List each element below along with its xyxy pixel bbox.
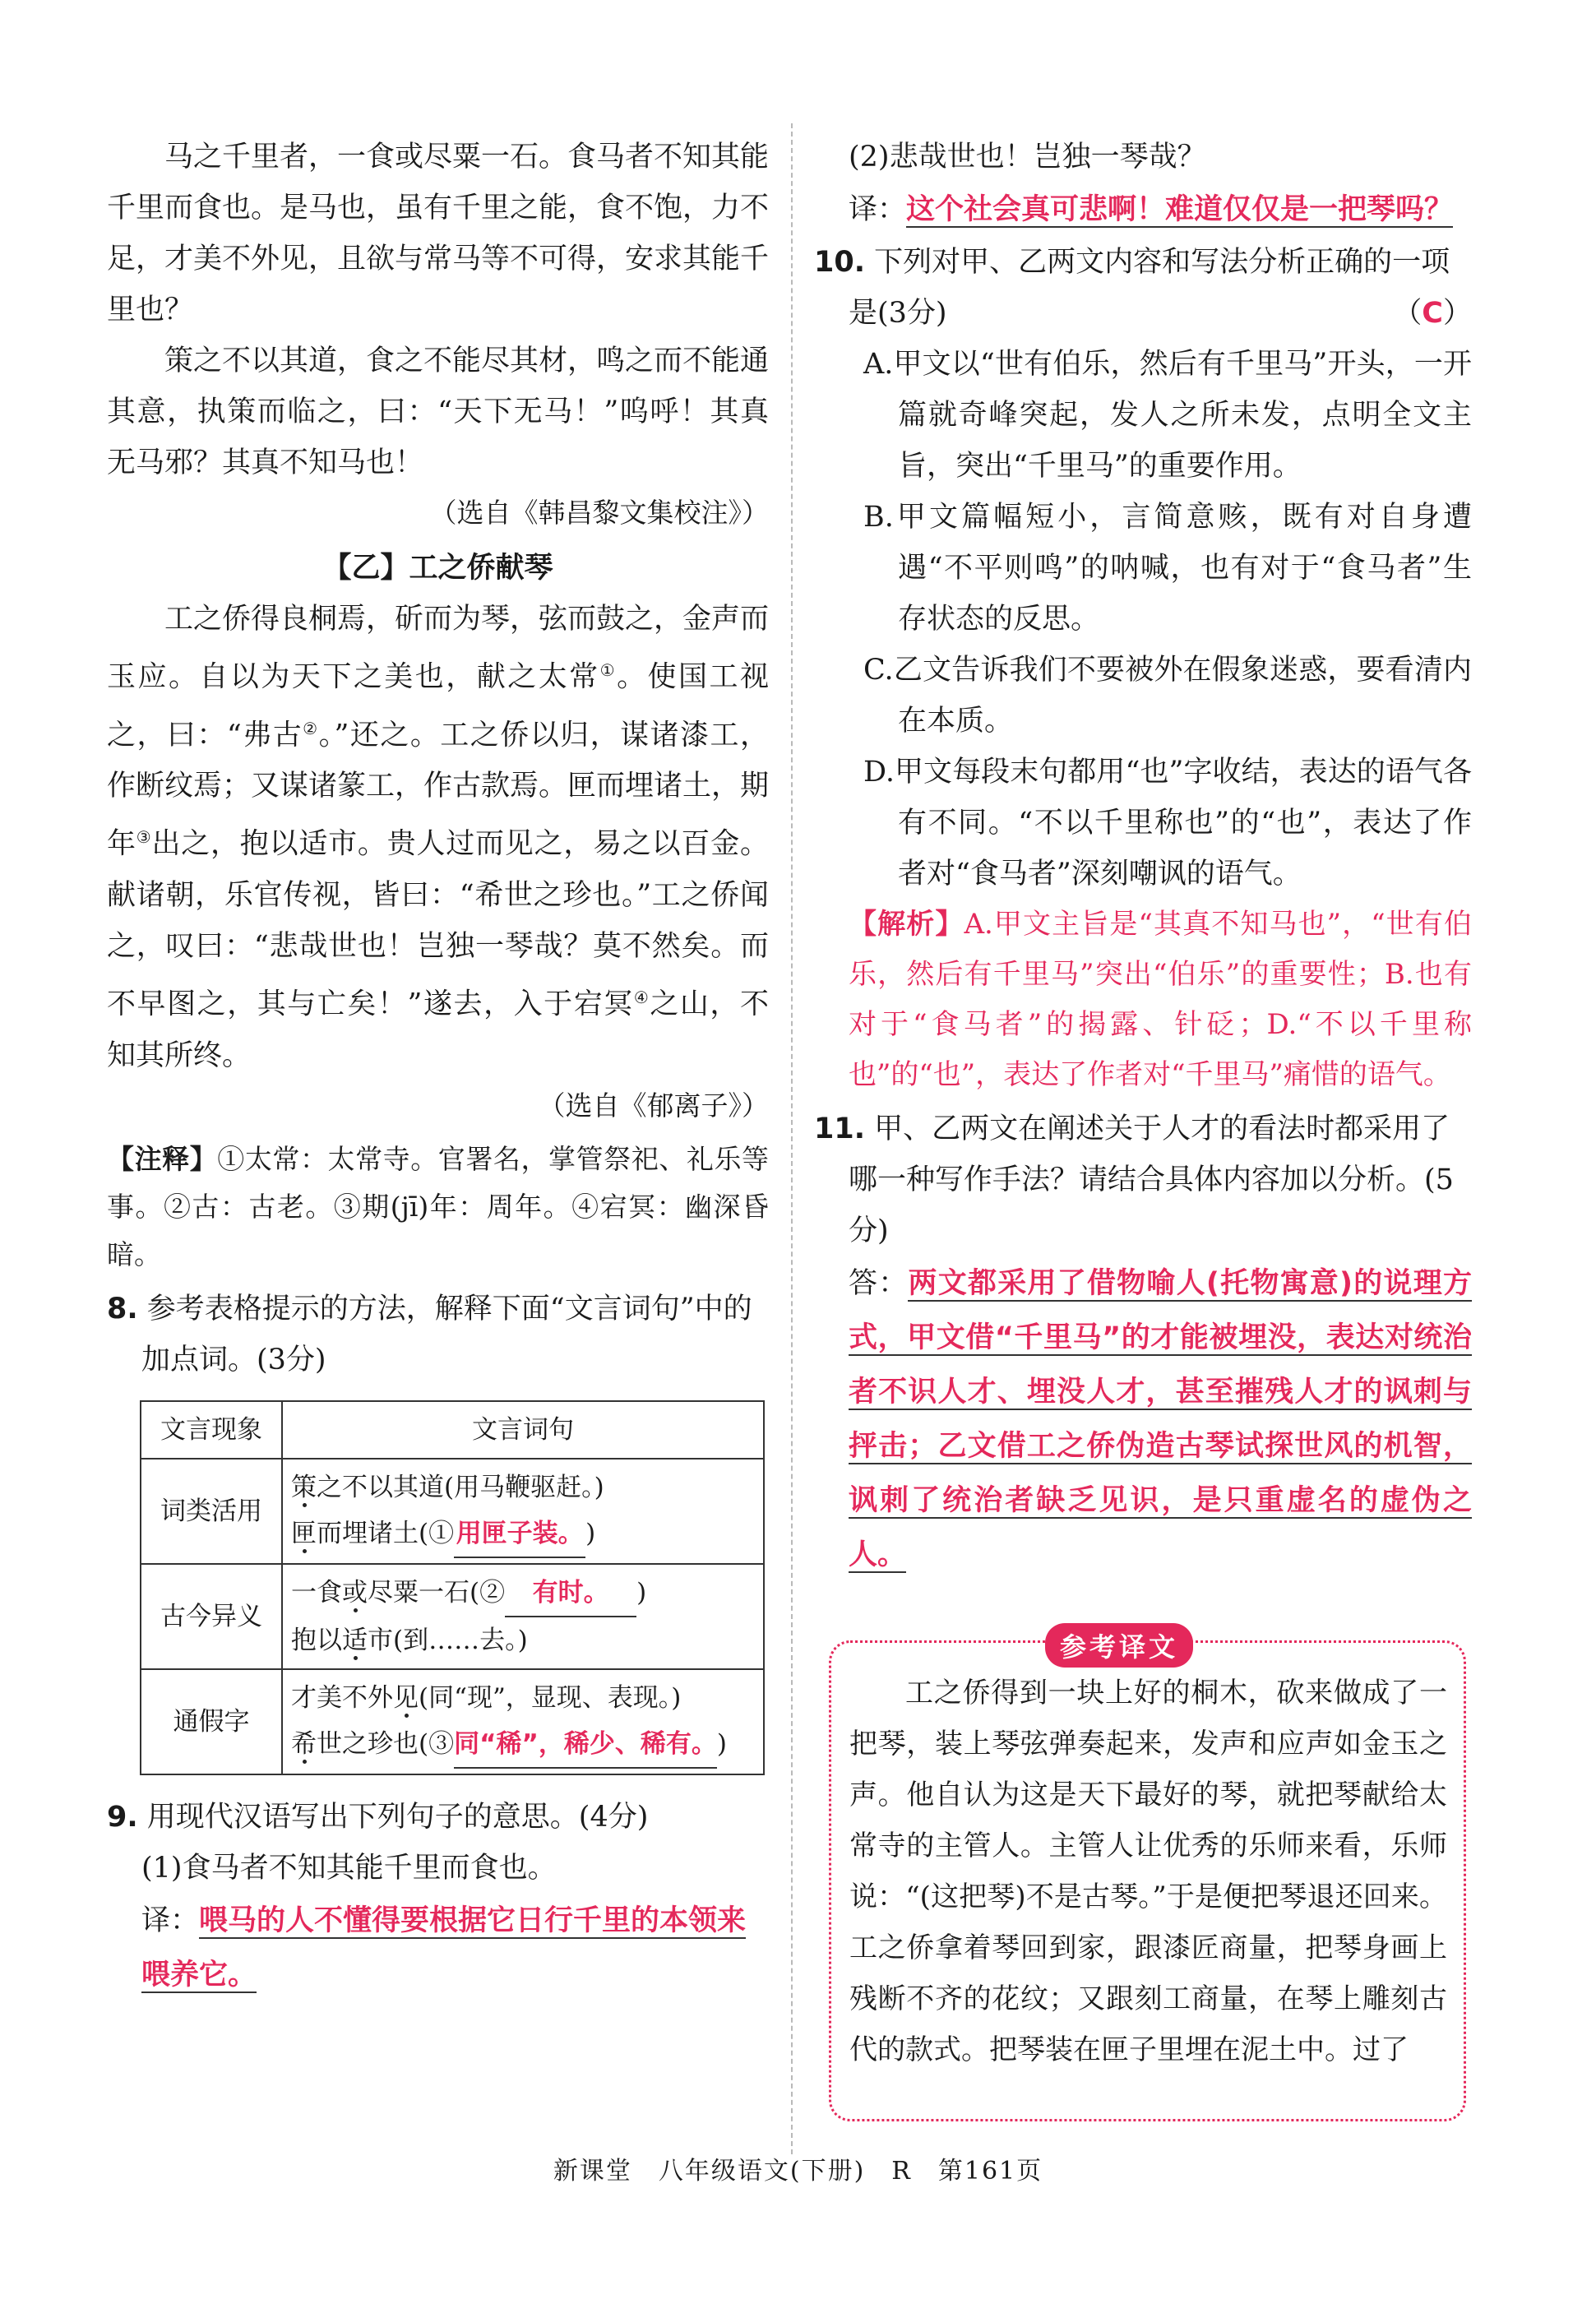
q9-answer-1: 译：喂马的人不懂得要根据它日行千里的本领来喂养它。 bbox=[141, 1904, 747, 1991]
q9-sentence-2: (2)悲哉世也！岂独一琴哉？ bbox=[849, 141, 1206, 173]
passage-jia-source: （选自《韩昌黎文集校注》） bbox=[429, 497, 769, 529]
passage-yi-source: （选自《郁离子》） bbox=[538, 1089, 769, 1122]
reference-translation-text: 工之侨得到一块上好的桐木，砍来做成了一把琴，装上琴弦弹奏起来，发声和应声如金玉之声。他自认为这是天下最好的琴，就把琴献给太常寺的主管人。主管人让优秀的乐师来看，乐师说：“(这把琴)不是古琴。”于是便把琴退还回来。工之侨拿着琴回到家，跟漆匠商量，把琴身画上残断不齐的花纹；又跟刻工商量，在琴上雕刻古代的款式。把琴装在匣子里埋在泥土中。过了 bbox=[849, 1677, 1447, 2066]
question-9: 9. 用现代汉语写出下列句子的意思。(4分) bbox=[107, 1800, 649, 1834]
notes: 【注释】①太常：太常寺。官署名，掌管祭祀、礼乐等事。②古：古老。③期(jī)年：周年。④宕冥：幽深昏暗。 bbox=[107, 1142, 770, 1270]
reference-translation-box bbox=[829, 1631, 1466, 2121]
q11-answer: 答：两文都采用了借物喻人(托物寓意)的说理方式，甲文借“千里马”的才能被埋没，表达对统治者不识人才、埋没人才，甚至摧残人才的讽刺与抨击；乙文借工之侨伪造古琴试探世风的机智，讽刺了统治者缺乏见识，是只重虚名的虚伪之人。 bbox=[849, 1267, 1472, 1571]
right-column bbox=[814, 132, 1472, 1582]
table-row: 古今异义 一食或尽粟一石(② 有时。 ) 抱以适市(到……去。) bbox=[141, 1564, 764, 1669]
q10-option-b: B.甲文篇幅短小，言简意赅，既有对自身遭遇“不平则鸣”的呐喊，也有对于“食马者”生存状态的反思。 bbox=[863, 501, 1472, 636]
q10-answer: C bbox=[1422, 297, 1443, 330]
q10-option-d: D.甲文每段末句都用“也”字收结，表达的语气各有不同。“不以千里称也”的“也”，表达了作者对“食马者”深刻嘲讽的语气。 bbox=[863, 756, 1472, 891]
table-header-phrase: 文言词句 bbox=[282, 1401, 764, 1459]
table-header-phenomenon: 文言现象 bbox=[141, 1401, 282, 1459]
passage-jia-p1: 马之千里者，一食或尽粟一石。食马者不知其能千里而食也。是马也，虽有千里之能，食不饱，力不足，才美不外见，且欲与常马等不可得，安求其能千里也？ bbox=[107, 141, 770, 326]
table-row: 通假字 才美不外见(同“现”，显现、表现。) 希世之珍也(③同“稀”，稀少、稀有。) bbox=[141, 1669, 764, 1774]
q8-answer-1: 用匣子装。 bbox=[454, 1510, 585, 1558]
q9-sentence-1: (1)食马者不知其能千里而食也。 bbox=[141, 1851, 557, 1885]
q10-analysis: 【解析】A.甲文主旨是“其真不知马也”，“世有伯乐，然后有千里马”突出“伯乐”的重要性；B.也有对于“食马者”的揭露、针砭；D.“不以千里称也”的“也”，表达了作者对“千里马”痛惜的语气。 bbox=[849, 908, 1472, 1091]
q9-answer-2: 译：这个社会真可悲啊！难道仅仅是一把琴吗？ bbox=[849, 193, 1454, 226]
column-divider bbox=[791, 123, 793, 2154]
page-footer: 新课堂 八年级语文(下册) R 第161页 bbox=[553, 2157, 1043, 2186]
question-8: 8. 参考表格提示的方法，解释下面“文言词句”中的加点词。(3分) bbox=[107, 1292, 752, 1376]
left-column bbox=[107, 132, 769, 2002]
question-10: 10. 下列对甲、乙两文内容和写法分析正确的一项是(3分) （C） bbox=[814, 246, 1472, 330]
passage-yi-text: 工之侨得良桐焉，斫而为琴，弦而鼓之，金声而玉应。自以为天下之美也，献之太常①。使国工视之，曰：“弗古②。”还之。工之侨以归，谋诸漆工，作断纹焉；又谋诸篆工，作古款焉。匣而埋诸土，期年③出之，抱以适市。贵人过而见之，易之以百金。献诸朝，乐官传视，皆曰：“希世之珍也。”工之侨闻之，叹曰：“悲哉世也！岂独一琴哉？莫不然矣。而不早图之，其与亡矣！”遂去，入于宕冥④之山，不知其所终。 bbox=[107, 603, 770, 1072]
reference-translation-badge: 参考译文 bbox=[1045, 1623, 1193, 1668]
passage-jia-p2: 策之不以其道，食之不能尽其材，鸣之而不能通其意，执策而临之，曰：“天下无马！”呜呼！其真无马邪？其真不知马也！ bbox=[107, 345, 770, 479]
q10-option-c: C.乙文告诉我们不要被外在假象迷惑，要看清内在本质。 bbox=[863, 654, 1472, 738]
table-row: 词类活用 策之不以其道(用马鞭驱赶。) 匣而埋诸土(①用匣子装。) bbox=[141, 1459, 764, 1564]
q8-answer-2: 有时。 bbox=[505, 1570, 636, 1617]
question-11: 11. 甲、乙两文在阐述关于人才的看法时都采用了哪一种写作手法？请结合具体内容加以分析。(5分) bbox=[814, 1113, 1454, 1247]
q8-table bbox=[140, 1400, 765, 1775]
passage-yi-title: 【乙】工之侨献琴 bbox=[322, 552, 553, 585]
q10-option-a: A.甲文以“世有伯乐，然后有千里马”开头，一开篇就奇峰突起，发人之所未发，点明全文主旨，突出“千里马”的重要作用。 bbox=[863, 348, 1472, 483]
q8-answer-3: 同“稀”，稀少、稀有。 bbox=[454, 1721, 717, 1769]
